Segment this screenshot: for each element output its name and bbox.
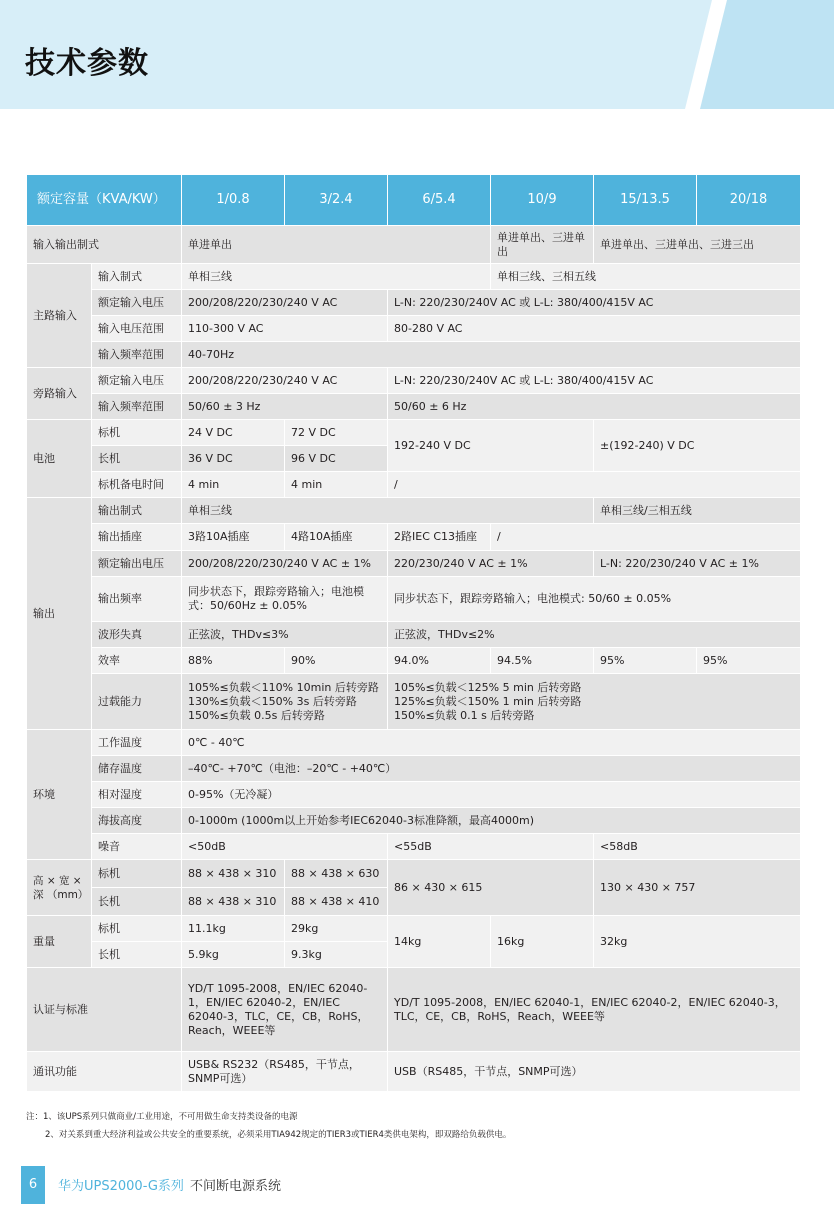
cell: 80-280 V AC	[388, 316, 801, 342]
header-10kva: 10/9	[491, 175, 594, 226]
cell: 单相三线、三相五线	[491, 264, 801, 290]
group-dimensions: 高 × 宽 × 深 （mm）	[27, 860, 92, 916]
cell: 96 V DC	[285, 446, 388, 472]
cell: 同步状态下，跟踪旁路输入；电池模式：50/60Hz ± 0.05%	[182, 577, 388, 622]
io-value-3: 单进单出、三进单出、三进三出	[594, 226, 801, 264]
row-label: 输出频率	[92, 577, 182, 622]
table-row	[27, 730, 801, 756]
overload-line: 125%≤负载＜150% 1 min 后转旁路	[394, 694, 582, 708]
spec-table	[26, 174, 801, 1092]
cell: 200/208/220/230/240 V AC	[182, 368, 388, 394]
cell: 192-240 V DC	[388, 420, 594, 472]
table-row	[27, 577, 801, 622]
overload-line: 150%≤负载 0.5s 后转旁路	[188, 708, 325, 722]
row-label: 标机	[92, 860, 182, 888]
cell: –40℃- +70℃（电池：–20℃ - +40℃）	[182, 756, 801, 782]
page-title: 技术参数	[25, 46, 149, 81]
cell: 4 min	[182, 472, 285, 498]
overload-line: 150%≤负载 0.1 s 后转旁路	[394, 708, 535, 722]
cell: L-N: 220/230/240V AC 或 L-L: 380/400/415V AC	[388, 290, 801, 316]
table-header-row	[27, 175, 801, 226]
cell: 0℃ - 40℃	[182, 730, 801, 756]
cell: 72 V DC	[285, 420, 388, 446]
cell: 单相三线/三相五线	[594, 498, 801, 524]
cell: 0-1000m (1000m以上开始参考IEC62040-3标准降额，最高4000m)	[182, 808, 801, 834]
row-label: 输入频率范围	[92, 394, 182, 420]
row-label: 储存温度	[92, 756, 182, 782]
row-label: 输入电压范围	[92, 316, 182, 342]
table-row	[27, 524, 801, 551]
cell: 94.0%	[388, 648, 491, 674]
row-label: 标机	[92, 420, 182, 446]
row-label: 海拔高度	[92, 808, 182, 834]
table-row	[27, 290, 801, 316]
cell: 4路10A插座	[285, 524, 388, 551]
io-value-2: 单进单出、三进单出	[491, 226, 594, 264]
cell: L-N: 220/230/240 V AC ± 1%	[594, 551, 801, 577]
cell: 88 × 438 × 310	[182, 888, 285, 916]
row-label: 标机	[92, 916, 182, 942]
table-row	[27, 342, 801, 368]
page-header	[0, 0, 834, 109]
cell: 50/60 ± 3 Hz	[182, 394, 388, 420]
io-label: 输入输出制式	[27, 226, 182, 264]
cell: 40-70Hz	[182, 342, 801, 368]
table-row	[27, 968, 801, 1052]
group-battery: 电池	[27, 420, 92, 498]
cell: 88 × 438 × 410	[285, 888, 388, 916]
cell: 88%	[182, 648, 285, 674]
cell: YD/T 1095-2008，EN/IEC 62040-1，EN/IEC 62040-2，EN/IEC 62040-3，TLC，CE，CB，RoHS，Reach，WEEE等	[182, 968, 388, 1052]
cell: 5.9kg	[182, 942, 285, 968]
cell: 16kg	[491, 916, 594, 968]
table-row	[27, 808, 801, 834]
table-row	[27, 394, 801, 420]
cell: 14kg	[388, 916, 491, 968]
table-row	[27, 674, 801, 730]
cell: 86 × 430 × 615	[388, 860, 594, 916]
cell: 95%	[697, 648, 801, 674]
row-label: 效率	[92, 648, 182, 674]
row-label: 额定输入电压	[92, 368, 182, 394]
cell: 正弦波，THDv≤2%	[388, 622, 801, 648]
table-row	[27, 622, 801, 648]
row-label: 长机	[92, 446, 182, 472]
table-row	[27, 472, 801, 498]
header-15kva: 15/13.5	[594, 175, 697, 226]
group-main-input: 主路输入	[27, 264, 92, 368]
cell: 24 V DC	[182, 420, 285, 446]
cell: 单相三线	[182, 264, 491, 290]
io-value-1: 单进单出	[182, 226, 491, 264]
cell: 单相三线	[182, 498, 594, 524]
row-label: 过载能力	[92, 674, 182, 730]
cell: USB& RS232（RS485，干节点，SNMP可选）	[182, 1052, 388, 1092]
page-footer	[0, 1164, 834, 1211]
row-label: 额定输入电压	[92, 290, 182, 316]
cell: 88 × 438 × 310	[182, 860, 285, 888]
cell: 9.3kg	[285, 942, 388, 968]
table-row	[27, 368, 801, 394]
row-label: 工作温度	[92, 730, 182, 756]
row-label: 输出插座	[92, 524, 182, 551]
cell: ±(192-240) V DC	[594, 420, 801, 472]
footnotes	[26, 1108, 806, 1144]
page-number: 6	[21, 1166, 45, 1204]
group-output: 输出	[27, 498, 92, 730]
row-label: 长机	[92, 942, 182, 968]
cell: 200/208/220/230/240 V AC	[182, 290, 388, 316]
row-label: 标机备电时间	[92, 472, 182, 498]
row-label: 波形失真	[92, 622, 182, 648]
cell: 200/208/220/230/240 V AC ± 1%	[182, 551, 388, 577]
cell	[388, 674, 801, 730]
cell: 32kg	[594, 916, 801, 968]
cell: USB（RS485，干节点，SNMP可选）	[388, 1052, 801, 1092]
table-row	[27, 834, 801, 860]
row-label: 额定输出电压	[92, 551, 182, 577]
table-row	[27, 916, 801, 942]
cell: 220/230/240 V AC ± 1%	[388, 551, 594, 577]
row-label: 输入制式	[92, 264, 182, 290]
cell: 正弦波，THDv≤3%	[182, 622, 388, 648]
table-row	[27, 551, 801, 577]
cert-label: 认证与标准	[27, 968, 182, 1052]
cell: <50dB	[182, 834, 388, 860]
footnote-2: 2、对关系到重大经济利益或公共安全的重要系统，必须采用TIA942规定的TIER3或TIER4类供电架构，即双路给负载供电。	[45, 1130, 512, 1140]
cell: 11.1kg	[182, 916, 285, 942]
cell: 94.5%	[491, 648, 594, 674]
cell: L-N: 220/230/240V AC 或 L-L: 380/400/415V AC	[388, 368, 801, 394]
group-weight: 重量	[27, 916, 92, 968]
header-20kva: 20/18	[697, 175, 801, 226]
table-row	[27, 420, 801, 446]
header-capacity: 额定容量（KVA/KW）	[27, 175, 182, 226]
cell: 90%	[285, 648, 388, 674]
table-row	[27, 498, 801, 524]
overload-line: 105%≤负载＜125% 5 min 后转旁路	[394, 680, 582, 694]
cell: 29kg	[285, 916, 388, 942]
group-bypass: 旁路输入	[27, 368, 92, 420]
table-row	[27, 782, 801, 808]
cell: 95%	[594, 648, 697, 674]
cell: 同步状态下，跟踪旁路输入；电池模式: 50/60 ± 0.05%	[388, 577, 801, 622]
table-row	[27, 1052, 801, 1092]
row-label: 相对湿度	[92, 782, 182, 808]
cell: <58dB	[594, 834, 801, 860]
cell: 110-300 V AC	[182, 316, 388, 342]
cell: 2路IEC C13插座	[388, 524, 491, 551]
table-row	[27, 756, 801, 782]
cell	[182, 674, 388, 730]
group-environment: 环境	[27, 730, 92, 860]
footer-brand-name: 华为UPS2000-G系列	[58, 1179, 184, 1194]
row-label: 输出制式	[92, 498, 182, 524]
cell: 130 × 430 × 757	[594, 860, 801, 916]
header-1kva: 1/0.8	[182, 175, 285, 226]
cell: 3路10A插座	[182, 524, 285, 551]
cell: <55dB	[388, 834, 594, 860]
table-row	[27, 316, 801, 342]
cell: 88 × 438 × 630	[285, 860, 388, 888]
table-row	[27, 648, 801, 674]
row-label: 噪音	[92, 834, 182, 860]
header-3kva: 3/2.4	[285, 175, 388, 226]
cell: 50/60 ± 6 Hz	[388, 394, 801, 420]
header-6kva: 6/5.4	[388, 175, 491, 226]
overload-line: 105%≤负载＜110% 10min 后转旁路	[188, 680, 379, 694]
footer-subtitle: 不间断电源系统	[189, 1179, 281, 1194]
comm-label: 通讯功能	[27, 1052, 182, 1092]
row-label: 长机	[92, 888, 182, 916]
cell: YD/T 1095-2008，EN/IEC 62040-1，EN/IEC 62040-2，EN/IEC 62040-3，TLC，CE，CB，RoHS，Reach，WEEE等	[388, 968, 801, 1052]
footer-brand	[58, 1175, 281, 1194]
table-row	[27, 264, 801, 290]
cell: 0-95%（无冷凝）	[182, 782, 801, 808]
cell: 36 V DC	[182, 446, 285, 472]
overload-line: 130%≤负载＜150% 3s 后转旁路	[188, 694, 357, 708]
table-row	[27, 860, 801, 888]
row-label: 输入频率范围	[92, 342, 182, 368]
cell: 4 min	[285, 472, 388, 498]
cell: /	[491, 524, 801, 551]
cell: /	[388, 472, 801, 498]
footnote-1: 注：1、该UPS系列只做商业/工业用途，不可用做生命支持类设备的电源	[26, 1112, 298, 1122]
table-row	[27, 226, 801, 264]
